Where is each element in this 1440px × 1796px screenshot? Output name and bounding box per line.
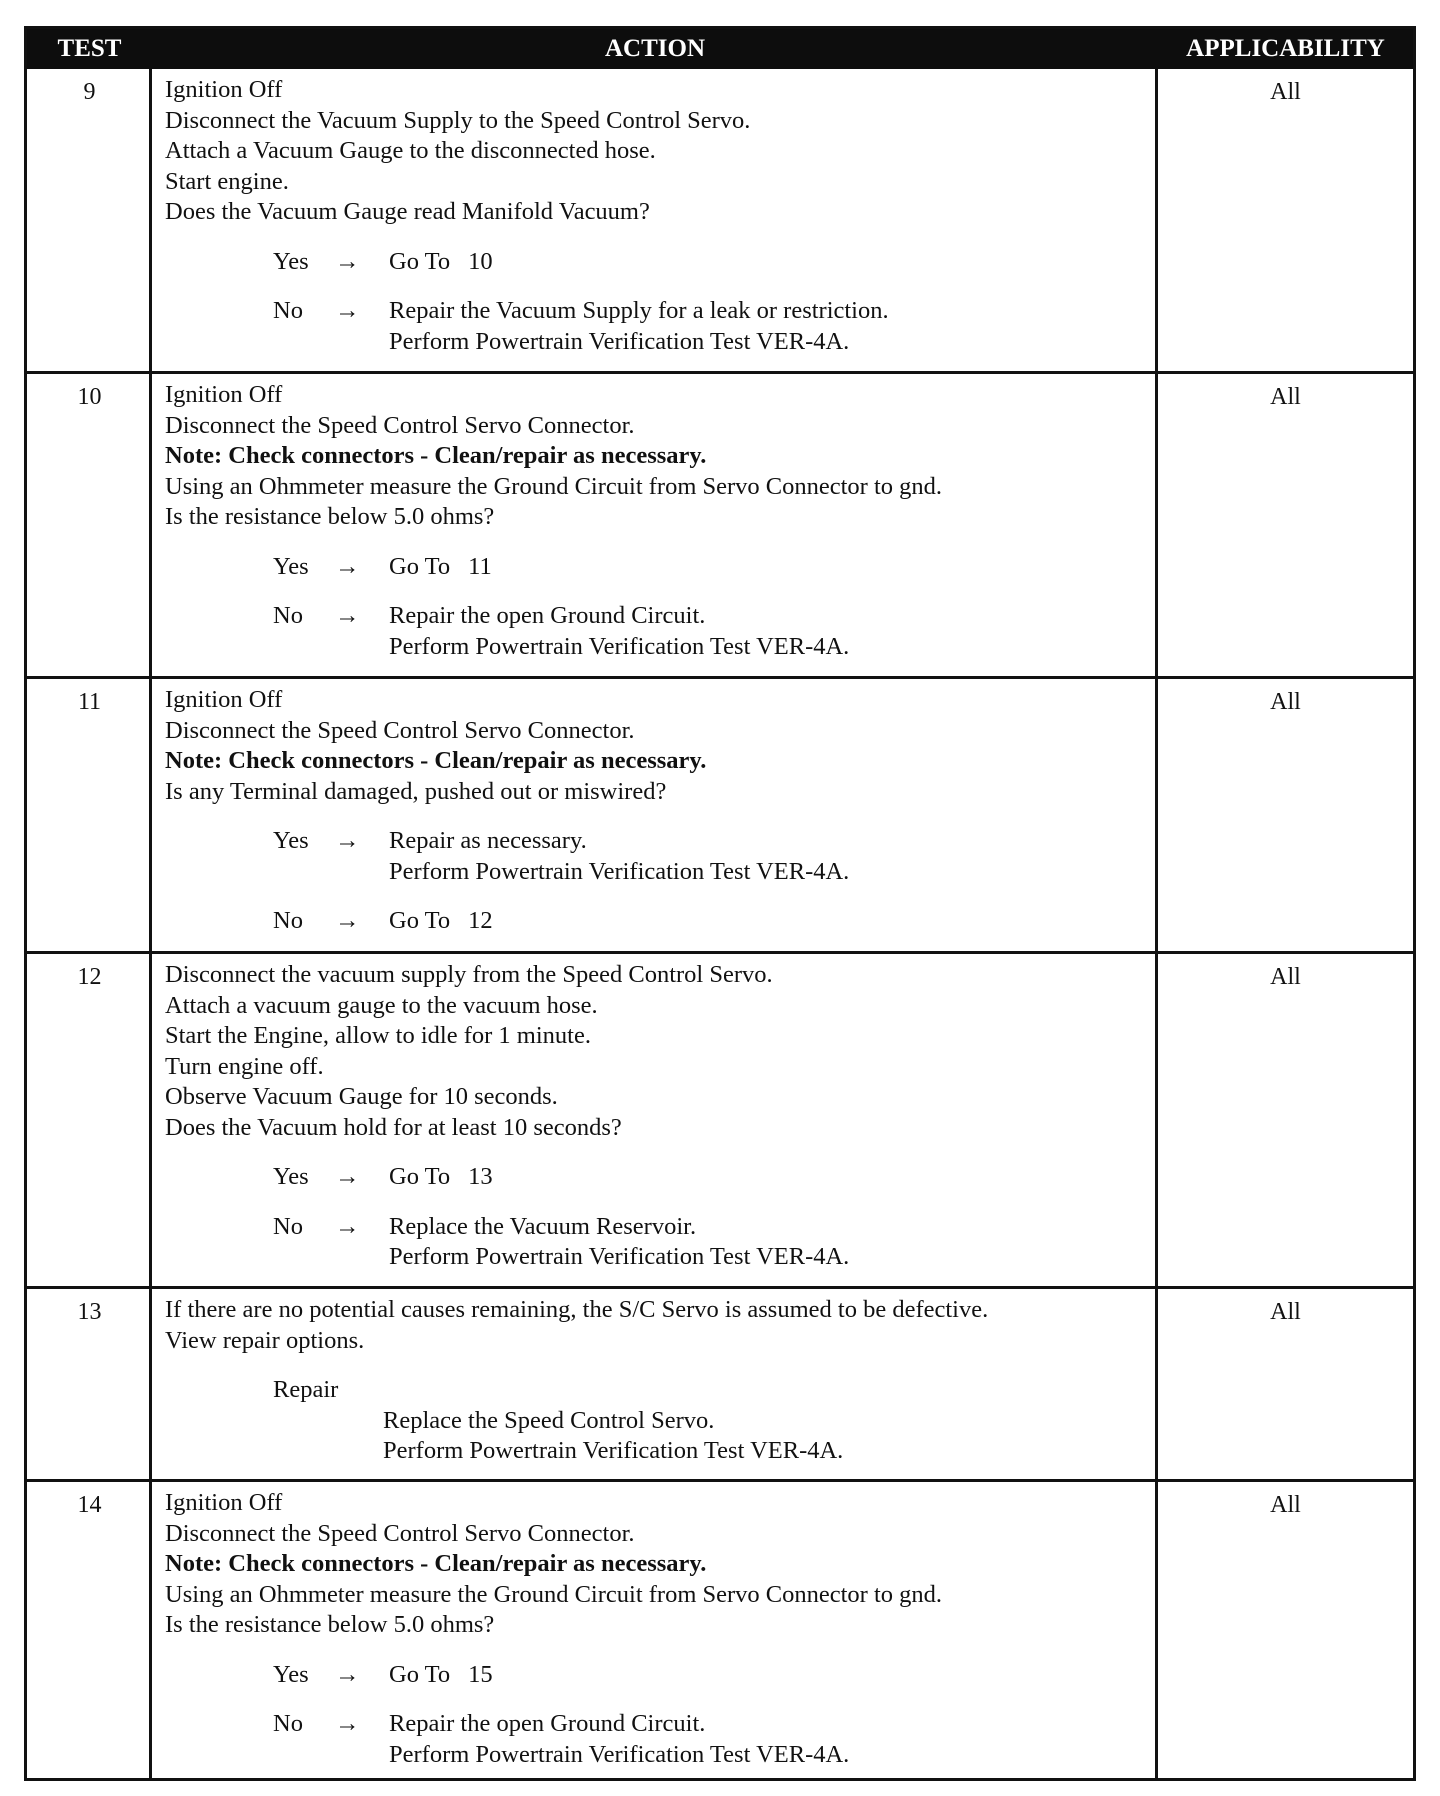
no-option [165, 1709, 1150, 1740]
yes-option [165, 1660, 1150, 1691]
goto-target: 11 [468, 552, 492, 580]
goto-text: Go To [389, 907, 451, 934]
action-line: Disconnect the Speed Control Servo Connector. [165, 716, 635, 744]
no-label: No [273, 602, 303, 629]
no-result: Replace the Vacuum Reservoir. [389, 1212, 697, 1240]
table-header [27, 29, 1413, 69]
action-cell [165, 960, 1150, 1273]
action-cell [165, 380, 1150, 662]
goto-target: 10 [468, 247, 493, 275]
test-number: 9 [83, 79, 96, 105]
test-number: 13 [77, 1299, 102, 1325]
no-result-2: Perform Powertrain Verification Test VER-4A. [389, 327, 850, 355]
table-row [27, 69, 1413, 374]
note-text: Note: Check connectors - Clean/repair as necessary. [165, 1550, 707, 1577]
action-line: Start engine. [165, 167, 289, 195]
no-result: Repair the open Ground Circuit. [389, 1710, 706, 1737]
action-line: Ignition Off [165, 686, 283, 713]
note-text: Note: Check connectors - Clean/repair as necessary. [165, 442, 707, 469]
arrow-icon: → [335, 552, 360, 580]
action-line: Disconnect the Speed Control Servo Connector. [165, 1519, 635, 1547]
no-option [165, 601, 1150, 632]
no-result: Repair the Vacuum Supply for a leak or restriction. [389, 297, 889, 324]
table-row [27, 374, 1413, 679]
goto-text: Go To [389, 247, 451, 275]
no-option [165, 1212, 1150, 1243]
arrow-icon: → [335, 827, 360, 854]
no-result-2: Perform Powertrain Verification Test VER-4A. [389, 1243, 850, 1270]
action-cell [165, 685, 1150, 937]
arrow-icon: → [335, 247, 360, 275]
arrow-icon: → [335, 297, 360, 324]
action-line: Using an Ohmmeter measure the Ground Circuit from Servo Connector to gnd. [165, 1580, 943, 1608]
applicability: All [1270, 384, 1301, 410]
repair-label: Repair [273, 1376, 339, 1403]
action-line: Ignition Off [165, 381, 283, 408]
table-row [27, 1482, 1413, 1781]
no-label: No [273, 1212, 303, 1240]
yes-option [165, 247, 1150, 278]
goto-target: 15 [468, 1660, 493, 1688]
action-line: View repair options. [165, 1326, 365, 1354]
applicability: All [1270, 1492, 1301, 1518]
action-line: Disconnect the Speed Control Servo Connector. [165, 411, 635, 439]
repair-line: Replace the Speed Control Servo. [383, 1406, 715, 1434]
test-number: 10 [77, 384, 102, 410]
action-line: Turn engine off. [165, 1052, 324, 1080]
diagnostic-test-table [24, 26, 1416, 1781]
table-row [27, 679, 1413, 954]
yes-label: Yes [273, 247, 309, 275]
yes-label: Yes [273, 1660, 309, 1688]
no-label: No [273, 297, 303, 324]
yes-label: Yes [273, 1163, 309, 1190]
action-line: Is the resistance below 5.0 ohms? [165, 503, 495, 530]
arrow-icon: → [335, 1660, 360, 1688]
note-text: Note: Check connectors - Clean/repair as necessary. [165, 747, 707, 774]
action-line: Observe Vacuum Gauge for 10 seconds. [165, 1083, 558, 1110]
arrow-icon: → [335, 602, 360, 629]
header-applicability: APPLICABILITY [1186, 35, 1385, 62]
goto-text: Go To [389, 1660, 451, 1688]
action-line: Attach a vacuum gauge to the vacuum hose. [165, 991, 598, 1019]
action-cell [165, 1295, 1150, 1467]
action-cell [165, 75, 1150, 357]
applicability: All [1270, 689, 1301, 715]
applicability: All [1270, 1299, 1301, 1325]
goto-text: Go To [389, 552, 451, 580]
action-line: Is any Terminal damaged, pushed out or miswired? [165, 777, 667, 805]
action-line: Attach a Vacuum Gauge to the disconnected hose. [165, 137, 656, 164]
no-result-2: Perform Powertrain Verification Test VER-4A. [389, 632, 850, 660]
applicability: All [1270, 964, 1301, 990]
action-line: Disconnect the vacuum supply from the Speed Control Servo. [165, 961, 773, 988]
yes-result-2: Perform Powertrain Verification Test VER-4A. [389, 857, 850, 885]
goto-target: 13 [468, 1163, 493, 1190]
action-cell [165, 1488, 1150, 1770]
test-number: 11 [77, 689, 102, 715]
no-option [165, 906, 1150, 937]
header-action: ACTION [604, 35, 705, 62]
arrow-icon: → [335, 907, 360, 934]
action-line: Ignition Off [165, 1489, 283, 1516]
yes-option [165, 1162, 1150, 1193]
action-line: Is the resistance below 5.0 ohms? [165, 1611, 495, 1638]
action-line: Start the Engine, allow to idle for 1 minute. [165, 1022, 591, 1049]
arrow-icon: → [335, 1212, 360, 1240]
yes-result: Repair as necessary. [389, 827, 587, 854]
header-test: TEST [57, 35, 122, 62]
no-label: No [273, 907, 303, 934]
arrow-icon: → [335, 1710, 360, 1737]
yes-label: Yes [273, 552, 309, 580]
yes-option [165, 552, 1150, 583]
action-line: Does the Vacuum hold for at least 10 seconds? [165, 1113, 622, 1141]
no-result: Repair the open Ground Circuit. [389, 602, 706, 629]
repair-line: Perform Powertrain Verification Test VER-4A. [383, 1437, 844, 1464]
yes-option [165, 826, 1150, 857]
no-label: No [273, 1710, 303, 1737]
yes-label: Yes [273, 827, 309, 854]
action-line: Disconnect the Vacuum Supply to the Speed Control Servo. [165, 106, 751, 134]
action-line: If there are no potential causes remaining, the S/C Servo is assumed to be defective. [165, 1296, 989, 1323]
action-line: Does the Vacuum Gauge read Manifold Vacuum? [165, 198, 650, 225]
table-row [27, 954, 1413, 1289]
no-option [165, 296, 1150, 327]
action-line: Using an Ohmmeter measure the Ground Circuit from Servo Connector to gnd. [165, 472, 943, 500]
no-result-2: Perform Powertrain Verification Test VER-4A. [389, 1740, 850, 1768]
test-number: 14 [77, 1492, 102, 1518]
applicability: All [1270, 79, 1301, 105]
goto-target: 12 [468, 907, 493, 934]
test-number: 12 [77, 964, 102, 990]
arrow-icon: → [335, 1163, 360, 1190]
goto-text: Go To [389, 1163, 451, 1190]
action-line: Ignition Off [165, 76, 283, 103]
table-row [27, 1289, 1413, 1482]
